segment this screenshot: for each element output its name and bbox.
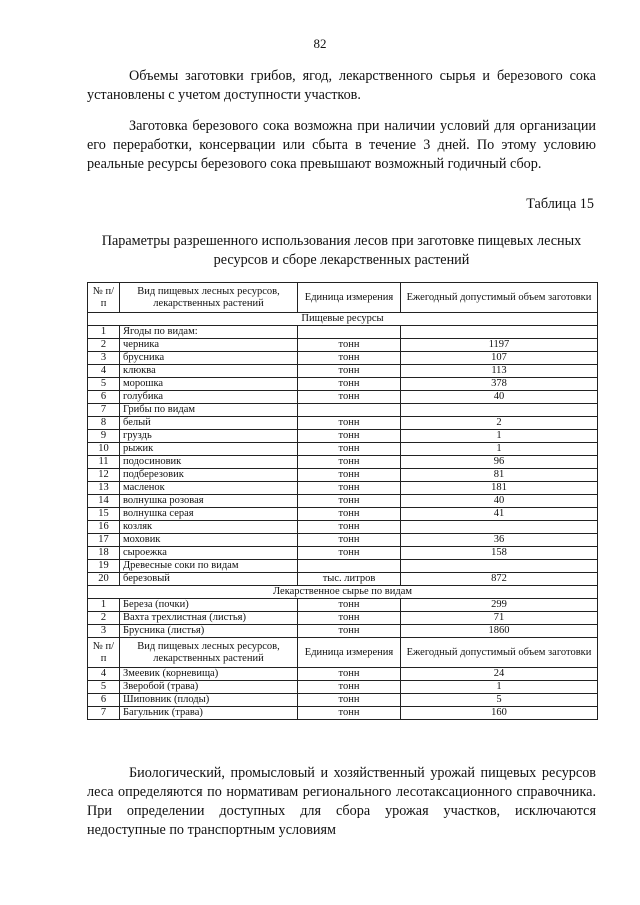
row-name: волнушка розовая <box>120 495 298 508</box>
row-unit: тонн <box>298 694 401 707</box>
page-number: 82 <box>313 36 327 51</box>
row-num: 7 <box>88 404 120 417</box>
row-unit: тонн <box>298 352 401 365</box>
row-unit: тонн <box>298 599 401 612</box>
row-num: 17 <box>88 534 120 547</box>
row-name: березовый <box>120 573 298 586</box>
row-volume: 299 <box>401 599 598 612</box>
row-num: 20 <box>88 573 120 586</box>
row-num: 14 <box>88 495 120 508</box>
row-num: 3 <box>88 625 120 638</box>
row-num: 11 <box>88 456 120 469</box>
row-unit: тонн <box>298 378 401 391</box>
row-volume: 24 <box>401 668 598 681</box>
header2-name: Вид пищевых лесных ресурсов, лекарственных растений <box>120 638 298 668</box>
row-name: Багульник (трава) <box>120 707 298 720</box>
row-num: 7 <box>88 707 120 720</box>
row-unit: тонн <box>298 339 401 352</box>
table-row <box>88 443 598 456</box>
table-row <box>88 417 598 430</box>
table-row <box>88 694 598 707</box>
row-name: масленок <box>120 482 298 495</box>
row-volume <box>401 404 598 417</box>
table-row <box>88 456 598 469</box>
row-unit: тыс. литров <box>298 573 401 586</box>
table-row <box>88 668 598 681</box>
table-row <box>88 339 598 352</box>
row-unit <box>298 560 401 573</box>
table-body <box>88 313 598 720</box>
header2-num: № п/п <box>88 638 120 668</box>
row-num: 13 <box>88 482 120 495</box>
row-name: морошка <box>120 378 298 391</box>
table-row <box>88 560 598 573</box>
row-num: 10 <box>88 443 120 456</box>
row-name: Грибы по видам <box>120 404 298 417</box>
header-name: Вид пищевых лесных ресурсов, лекарственных растений <box>120 283 298 313</box>
row-num: 4 <box>88 365 120 378</box>
row-volume: 160 <box>401 707 598 720</box>
table-title: Параметры разрешенного использования лесов при заготовке пищевых лесных ресурсов и сборе лекарственных растений <box>101 233 582 268</box>
row-name: сыроежка <box>120 547 298 560</box>
row-name: груздь <box>120 430 298 443</box>
section-food-label: Пищевые ресурсы <box>88 313 598 326</box>
table-row <box>88 495 598 508</box>
row-volume: 107 <box>401 352 598 365</box>
row-num: 1 <box>88 326 120 339</box>
table-row <box>88 707 598 720</box>
table-row <box>88 326 598 339</box>
row-name: Брусника (листья) <box>120 625 298 638</box>
header-unit: Единица измерения <box>298 283 401 313</box>
row-unit: тонн <box>298 430 401 443</box>
row-unit: тонн <box>298 534 401 547</box>
row-volume: 81 <box>401 469 598 482</box>
row-num: 2 <box>88 339 120 352</box>
row-name: Береза (почки) <box>120 599 298 612</box>
paragraph-yield: Биологический, промысловый и хозяйственный урожай пищевых ресурсов леса определяются по нормативам регионального лесотаксационного справочника. При определении доступных для сбора урожая участков, исключаются недоступные по транспортным условиям <box>87 765 596 838</box>
row-unit: тонн <box>298 365 401 378</box>
table-row <box>88 681 598 694</box>
row-name: Зверобой (трава) <box>120 681 298 694</box>
row-name: Древесные соки по видам <box>120 560 298 573</box>
row-num: 1 <box>88 599 120 612</box>
row-name: волнушка серая <box>120 508 298 521</box>
paragraph-harvest-volumes: Объемы заготовки грибов, ягод, лекарственного сырья и березового сока установлены с учетом доступности участков. <box>87 68 596 103</box>
row-num: 18 <box>88 547 120 560</box>
row-unit <box>298 404 401 417</box>
row-unit: тонн <box>298 417 401 430</box>
table-row <box>88 573 598 586</box>
row-unit: тонн <box>298 391 401 404</box>
row-volume <box>401 326 598 339</box>
row-volume: 872 <box>401 573 598 586</box>
row-num: 8 <box>88 417 120 430</box>
row-volume <box>401 560 598 573</box>
section-row-medicinal <box>88 586 598 599</box>
paragraph-birch-sap: Заготовка березового сока возможна при наличии условий для организации его переработки, консервации или сбыта в течение 3 дней. По этому условию реальные ресурсы березового сока превышают возможный годичный сбор. <box>87 118 596 172</box>
table-row <box>88 378 598 391</box>
row-num: 9 <box>88 430 120 443</box>
row-num: 15 <box>88 508 120 521</box>
row-volume: 36 <box>401 534 598 547</box>
row-volume: 378 <box>401 378 598 391</box>
row-unit: тонн <box>298 707 401 720</box>
table-row <box>88 521 598 534</box>
row-name: голубика <box>120 391 298 404</box>
row-volume: 2 <box>401 417 598 430</box>
row-volume: 71 <box>401 612 598 625</box>
row-unit: тонн <box>298 681 401 694</box>
row-num: 12 <box>88 469 120 482</box>
header2-volume: Ежегодный допустимый объем заготовки <box>401 638 598 668</box>
table-row <box>88 547 598 560</box>
table-row <box>88 365 598 378</box>
row-unit: тонн <box>298 495 401 508</box>
row-name: моховик <box>120 534 298 547</box>
row-unit: тонн <box>298 547 401 560</box>
table-header-row-repeat <box>88 638 598 668</box>
table-row <box>88 404 598 417</box>
row-num: 5 <box>88 681 120 694</box>
row-unit: тонн <box>298 508 401 521</box>
row-name: Шиповник (плоды) <box>120 694 298 707</box>
table-row <box>88 599 598 612</box>
header2-unit: Единица измерения <box>298 638 401 668</box>
table-row <box>88 391 598 404</box>
row-unit: тонн <box>298 469 401 482</box>
row-name: рыжик <box>120 443 298 456</box>
resources-table <box>87 282 598 720</box>
table-row <box>88 612 598 625</box>
row-name: подосиновик <box>120 456 298 469</box>
section-medicinal-label: Лекарственное сырье по видам <box>88 586 598 599</box>
row-unit: тонн <box>298 456 401 469</box>
row-num: 3 <box>88 352 120 365</box>
row-volume: 1197 <box>401 339 598 352</box>
table-row <box>88 469 598 482</box>
table-row <box>88 430 598 443</box>
row-name: Ягоды по видам: <box>120 326 298 339</box>
row-name: белый <box>120 417 298 430</box>
row-num: 4 <box>88 668 120 681</box>
row-volume <box>401 521 598 534</box>
table-row <box>88 625 598 638</box>
row-unit: тонн <box>298 521 401 534</box>
row-volume: 1 <box>401 681 598 694</box>
row-unit: тонн <box>298 668 401 681</box>
row-volume: 1860 <box>401 625 598 638</box>
section-row-food <box>88 313 598 326</box>
row-name: клюква <box>120 365 298 378</box>
row-volume: 40 <box>401 495 598 508</box>
row-unit <box>298 326 401 339</box>
table-label: Таблица 15 <box>526 196 594 212</box>
row-unit: тонн <box>298 482 401 495</box>
table-row <box>88 352 598 365</box>
row-name: Вахта трехлистная (листья) <box>120 612 298 625</box>
row-volume: 96 <box>401 456 598 469</box>
row-unit: тонн <box>298 612 401 625</box>
row-volume: 113 <box>401 365 598 378</box>
row-volume: 158 <box>401 547 598 560</box>
table-row <box>88 482 598 495</box>
row-num: 6 <box>88 391 120 404</box>
row-num: 16 <box>88 521 120 534</box>
header-volume: Ежегодный допустимый объем заготовки <box>401 283 598 313</box>
row-name: подберезовик <box>120 469 298 482</box>
row-name: козляк <box>120 521 298 534</box>
row-unit: тонн <box>298 443 401 456</box>
row-num: 2 <box>88 612 120 625</box>
row-volume: 181 <box>401 482 598 495</box>
table-row <box>88 534 598 547</box>
table-row <box>88 508 598 521</box>
row-volume: 41 <box>401 508 598 521</box>
header-num: № п/п <box>88 283 120 313</box>
row-volume: 5 <box>401 694 598 707</box>
row-name: брусника <box>120 352 298 365</box>
row-name: Змеевик (корневища) <box>120 668 298 681</box>
row-num: 6 <box>88 694 120 707</box>
table-header-row <box>88 283 598 313</box>
row-num: 19 <box>88 560 120 573</box>
row-num: 5 <box>88 378 120 391</box>
row-volume: 1 <box>401 443 598 456</box>
row-volume: 40 <box>401 391 598 404</box>
row-volume: 1 <box>401 430 598 443</box>
row-name: черника <box>120 339 298 352</box>
row-unit: тонн <box>298 625 401 638</box>
